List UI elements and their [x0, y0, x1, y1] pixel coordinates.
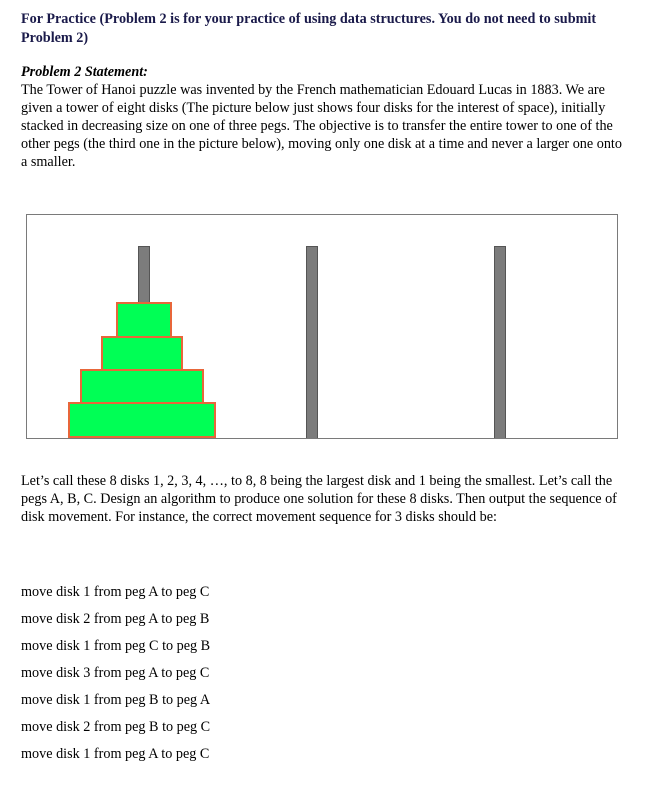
- problem-heading: For Practice (Problem 2 is for your practice of using data structures. You do not need to submit Problem 2): [21, 11, 597, 46]
- move-line: move disk 1 from peg C to peg B: [21, 638, 211, 654]
- move-line: move disk 1 from peg A to peg C: [21, 584, 210, 600]
- peg-b: [307, 247, 318, 439]
- move-line: move disk 3 from peg A to peg C: [21, 665, 210, 681]
- move-line: move disk 2 from peg B to peg C: [21, 719, 211, 735]
- statement-title: Problem 2 Statement:: [21, 64, 148, 80]
- move-sequence-list: [21, 583, 210, 772]
- tower-of-hanoi-diagram: [27, 215, 617, 438]
- peg-c: [495, 247, 506, 439]
- statement-paragraph-intro: The Tower of Hanoi puzzle was invented by the French mathematician Edouard Lucas in 1883. We are given a tower of eight disks (The picture below just shows four disks for the interest of space), initially stacked in decreasing size on one of three pegs. The objective is to transfer the entire tower to one of the other pegs (the third one in the picture below), moving only one disk at a time and never a larger one onto a smaller.: [21, 82, 622, 170]
- disk-1: [117, 303, 171, 337]
- disk-2: [102, 337, 182, 370]
- move-line: move disk 2 from peg A to peg B: [21, 611, 210, 627]
- move-line: move disk 1 from peg A to peg C: [21, 746, 210, 762]
- disk-4: [69, 403, 215, 437]
- disk-3: [81, 370, 203, 403]
- move-line: move disk 1 from peg B to peg A: [21, 692, 211, 708]
- tower-of-hanoi-figure: [26, 214, 618, 439]
- statement-paragraph-task: Let’s call these 8 disks 1, 2, 3, 4, …, to 8, 8 being the largest disk and 1 being the smallest. Let’s call the pegs A, B, C. Design an algorithm to produce one solution for these 8 disks. Then output the sequence of disk movement. For instance, the correct movement sequence for 3 disks should be:: [21, 473, 617, 525]
